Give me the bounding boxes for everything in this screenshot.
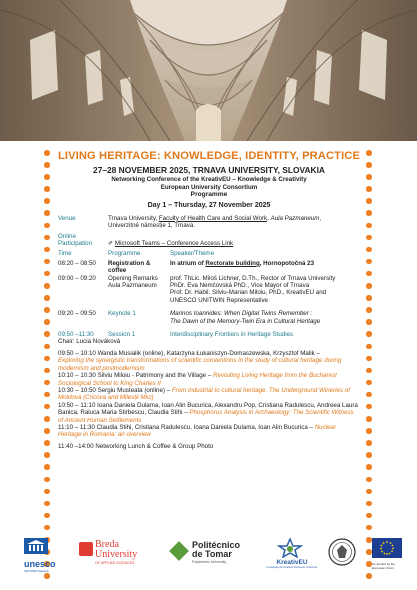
venue-text-1: Trnava University, bbox=[108, 214, 159, 222]
session-chair: Chair: Lucia Nováková bbox=[58, 338, 121, 346]
row-time: 09:00 – 09:20 bbox=[58, 274, 96, 282]
schedule-row bbox=[58, 260, 360, 275]
teams-link[interactable]: Microsoft Teams – Conference Access Link bbox=[114, 239, 234, 247]
pencil-icon: ✐ bbox=[108, 239, 114, 247]
presentation-title: Phosphorus Analysis in Archaeology: The Scientific Witness of Ancient Human Settlements bbox=[58, 409, 354, 424]
kreativeu-star-icon bbox=[277, 538, 303, 558]
tomar-mark-icon bbox=[169, 541, 189, 561]
header-time: Time bbox=[58, 250, 72, 258]
kreativeu-text: KreativEU bbox=[276, 559, 308, 566]
keynote-line-1: Marinos Ioannides: When Digital Twins Remember : bbox=[170, 310, 313, 318]
schedule-row bbox=[58, 331, 360, 338]
online-link-wrap bbox=[108, 233, 360, 248]
online-label: Online Participation bbox=[58, 232, 93, 247]
eu-logo bbox=[372, 538, 408, 578]
speaker-line: prof. ThLic. Miloš Lichner, D.Th., Rector of Trnava University bbox=[170, 274, 336, 282]
keynote-line-2: The Dawn of the Memory-Twin Era in Cultural Heritage bbox=[170, 317, 321, 325]
hero-photo-cathedral-vault bbox=[0, 0, 417, 141]
row-time: 09:50 –11:30 bbox=[58, 331, 94, 339]
venue-text: Trnava University, Faculty of Health Care and Social Work, Aula Pazmaneum, Univerzitné námestie 1, Trnava. bbox=[108, 214, 322, 230]
eu-flag-icon bbox=[372, 538, 402, 558]
presentation-item bbox=[58, 372, 360, 387]
row-speaker bbox=[170, 310, 360, 325]
breda-mark-icon bbox=[79, 542, 93, 556]
kreativeu-logo bbox=[265, 538, 319, 578]
subtitle-line-2: European University Consortium bbox=[160, 183, 258, 191]
partner-logos bbox=[0, 538, 417, 582]
presentation-item bbox=[58, 387, 360, 402]
presentation-title: Revisiting Living Heritage from the Bucharest Sociological School to King Charles II bbox=[58, 372, 337, 387]
venue-aula: Aula Pazmaneum bbox=[270, 214, 320, 222]
kreativeu-small-text: Knowledge & Creativity European University bbox=[266, 566, 318, 569]
eu-small-text: Co-funded by the European Union bbox=[372, 562, 396, 570]
breda-text-1: Breda bbox=[95, 539, 119, 550]
presentation-item bbox=[58, 424, 360, 439]
row-programme: Registration & coffee bbox=[108, 259, 151, 275]
presentation-item bbox=[58, 402, 360, 424]
breda-logo bbox=[79, 538, 159, 578]
unesco-temple-icon bbox=[24, 538, 48, 554]
lunch-item: 11:40 –14:00 Networking Lunch & Coffee & Group Photo bbox=[58, 442, 214, 450]
breda-text-2: University bbox=[95, 549, 138, 560]
row-programme-1: Opening Remarks bbox=[108, 274, 158, 282]
presentation-authors: 09:50 – 10:10 Wanda Musialik (online), Katarzyna Łukaniszyn-Domaszewska, Krzysztof Malik – bbox=[58, 349, 320, 357]
programme-heading: Programme bbox=[190, 191, 228, 199]
conference-title: LIVING HERITAGE: KNOWLEDGE, IDENTITY, PRACTICE bbox=[57, 150, 361, 162]
presentation-authors: 11:10 – 11:30 Claudia Stihi, Cristiana Radulescu, Ioana Daniela Dulama, Ioan Alin Bucurica – bbox=[58, 423, 315, 431]
subtitle-line-1: Networking Conference of the KreativEU – Knowledge & Creativity bbox=[111, 176, 307, 183]
tomar-text-1: Politécnico bbox=[192, 540, 241, 550]
university-seal-icon bbox=[328, 538, 356, 566]
table-header bbox=[58, 250, 360, 257]
row-time: 08:20 – 08:50 bbox=[58, 259, 96, 267]
conference-dates: 27–28 NOVEMBER 2025, TRNAVA UNIVERSITY, SLOVAKIA bbox=[93, 165, 325, 175]
tomar-logo bbox=[172, 538, 252, 578]
faculty-link[interactable]: Faculty of Health Care and Social Work bbox=[158, 214, 268, 222]
day-heading: Day 1 – Thursday, 27 November 2025 bbox=[147, 201, 271, 209]
breda-text-3: OF APPLIED SCIENCES bbox=[95, 561, 135, 565]
unesco-small-text: UNITWIN Network bbox=[24, 569, 49, 573]
presentation-authors: 10:50 – 11:10 Ioana Daniela Dulama, Ioan Alin Bucurica, Alexandru Pop, Cristiana Radulescu, Andreea Laura Banica, Raluca Maria Stirbescu, Claudia Stihi – bbox=[58, 401, 358, 417]
schedule-row bbox=[58, 275, 360, 305]
presentation-title: Nuclear Heritage in Romania: an overview bbox=[58, 423, 337, 439]
row-programme: Session 1 bbox=[108, 331, 136, 339]
tomar-text-2: de Tomar bbox=[192, 549, 232, 559]
header-programme: Programme bbox=[108, 250, 141, 258]
venue-label: Venue bbox=[58, 214, 76, 222]
tomar-text-3: Polytechnic University bbox=[192, 560, 227, 564]
row-speaker bbox=[120, 275, 360, 305]
left-dotted-border bbox=[44, 150, 50, 585]
presentation-item bbox=[58, 350, 360, 372]
row-speaker: Interdisciplinary Frontiers in Heritage Studies bbox=[170, 331, 294, 339]
row-time: 09:20 – 09:50 bbox=[58, 310, 96, 318]
presentation-authors: 10:30 – 10:50 Sergiu Musteata (online) – bbox=[58, 386, 172, 394]
speaker-line: UNESCO UNITWIN Representative bbox=[170, 296, 268, 304]
row-programme: Keynote 1 bbox=[108, 310, 136, 318]
presentation-title: Exploring the synergistic transformations of scientific conventions in the study of cultural heritage during modernism and postmodernism bbox=[58, 357, 342, 372]
rectorate-link[interactable]: Rectorate building bbox=[205, 259, 260, 267]
presentation-title: From industrial to cultural heritage. The Underground Wineries of Moldova (Cricova and Milesții Mici) bbox=[58, 386, 350, 402]
row-speaker-a: In atrium of bbox=[170, 259, 206, 267]
programme-content bbox=[58, 150, 360, 450]
header-speaker: Speaker/Theme bbox=[170, 250, 215, 258]
presentation-authors: 10:10 – 10:30 Silviu Miloiu - Patrimony and the Village – bbox=[58, 372, 214, 380]
venue-text-2: Univerzitné námestie 1, Trnava. bbox=[108, 222, 196, 230]
schedule-row bbox=[58, 310, 360, 325]
unesco-text: unesco bbox=[24, 559, 56, 569]
row-speaker-c: , Hornopotočná 23 bbox=[259, 259, 315, 267]
right-dotted-border bbox=[366, 150, 372, 585]
row-speaker bbox=[170, 260, 360, 275]
speaker-line: Prof. Dr. Habil. Silviu-Marian Miloiu, PhD., KreativEU and bbox=[170, 289, 327, 297]
unesco-logo bbox=[24, 538, 66, 578]
trnava-seal-logo bbox=[328, 538, 358, 578]
row-programme-2: Aula Pazmaneum bbox=[108, 282, 157, 290]
speaker-line: PhDr. Eva Nemčovská PhD., Vice Mayor of Trnava bbox=[170, 282, 310, 290]
